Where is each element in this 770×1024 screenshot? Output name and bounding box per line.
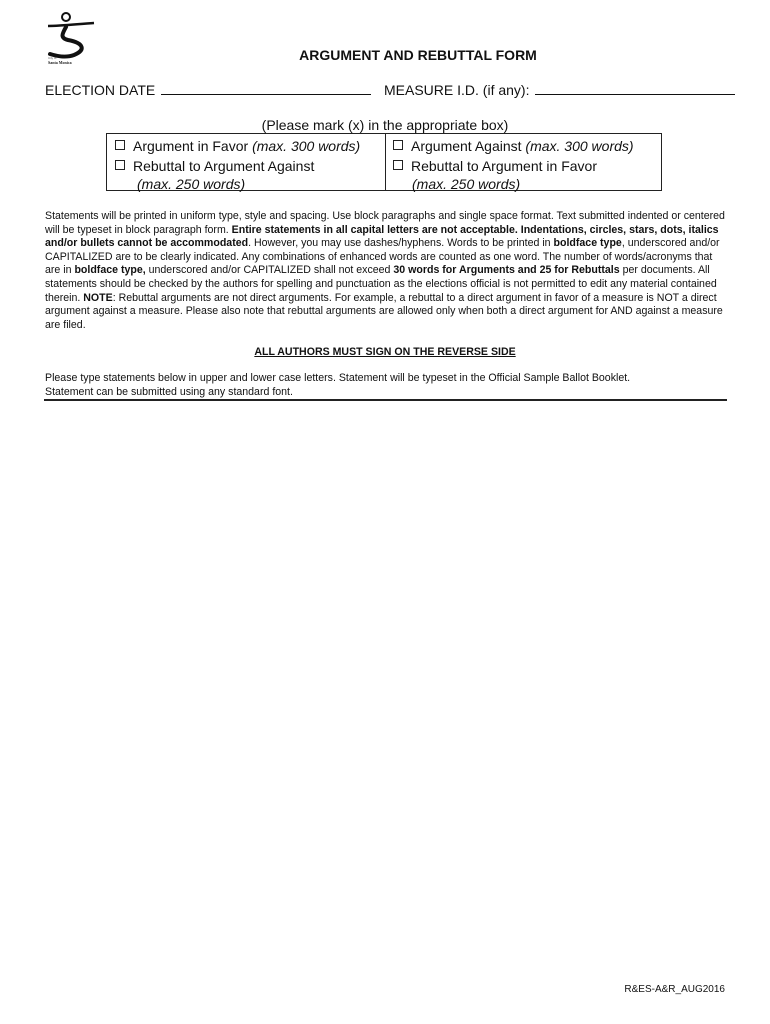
option-argument-against-label: Argument Against	[411, 138, 522, 154]
page-title: ARGUMENT AND REBUTTAL FORM	[299, 47, 537, 63]
statement-divider	[44, 399, 727, 401]
choice-box	[106, 133, 662, 191]
checkbox-icon[interactable]	[393, 160, 403, 170]
authors-notice	[0, 346, 770, 358]
typing-line-1: Please type statements below in upper and lower case letters. Statement will be typeset in the Official Sample Ballot Booklet.	[45, 372, 631, 384]
para-bold: boldface type,	[74, 264, 146, 277]
option-argument-against[interactable]	[393, 138, 634, 154]
option-rebuttal-favor[interactable]	[393, 158, 597, 174]
measure-id-field[interactable]	[384, 82, 735, 98]
para-text: per documents. All statements should be checked by the authors for spelling and punctuation as the elections official is not permitted to edit any material contained therein.	[45, 264, 717, 304]
logo-city-name: Santa Monica	[48, 60, 72, 65]
option-rebuttal-against[interactable]	[115, 158, 314, 174]
option-argument-favor-limit: (max. 300 words)	[252, 138, 361, 154]
typing-instructions	[45, 372, 729, 399]
measure-id-label: MEASURE I.D. (if any):	[384, 82, 530, 98]
authors-notice-text: ALL AUTHORS MUST SIGN ON THE REVERSE SIDE	[254, 346, 516, 358]
option-rebuttal-favor-limit: (max. 250 words)	[412, 176, 521, 192]
logo-city-prefix: City of	[48, 56, 57, 60]
option-argument-favor[interactable]	[115, 138, 360, 154]
option-argument-favor-label: Argument in Favor	[133, 138, 249, 154]
option-rebuttal-favor-label: Rebuttal to Argument in Favor	[411, 158, 597, 174]
para-bold: 30 words for Arguments and 25 for Rebuttals	[393, 264, 620, 277]
checkbox-icon[interactable]	[115, 160, 125, 170]
instruction-text: (Please mark (x) in the appropriate box)	[261, 117, 509, 133]
choice-divider	[385, 134, 386, 190]
para-bold: Entire statements in all capital letters are not acceptable. Indentations, circles, stars, dots, italics and/or bullets cannot be accommodated	[45, 223, 719, 250]
option-rebuttal-against-label: Rebuttal to Argument Against	[133, 158, 315, 174]
typing-line-2: Statement can be submitted using any standard font.	[45, 385, 293, 398]
option-argument-against-limit: (max. 300 words)	[525, 138, 634, 154]
measure-id-line[interactable]	[535, 82, 735, 95]
para-text: , underscored and/or CAPITALIZED are to be clearly indicated. Any combinations of enhanced words are counted as one word. The number of words/acronyms that are in	[45, 237, 720, 277]
checkbox-icon[interactable]	[393, 140, 403, 150]
para-text: . However, you may use dashes/hyphens. Words to be printed in	[248, 237, 554, 250]
instructions-paragraph	[45, 210, 729, 332]
para-bold: NOTE	[83, 291, 113, 304]
election-date-field[interactable]	[45, 82, 371, 98]
para-text: Statements will be printed in uniform type, style and spacing. Use block paragraphs and single space format. Text submitted indented or centered will be typeset in block paragraph form.	[45, 210, 725, 236]
form-code: R&ES-A&R_AUG2016	[624, 984, 725, 995]
para-bold: boldface type	[553, 237, 622, 250]
para-text: underscored and/or CAPITALIZED shall not exceed	[145, 264, 394, 277]
para-text: : Rebuttal arguments are not direct arguments. For example, a rebuttal to a direct argument in favor of a measure is NOT a direct argument against a measure. Please also note that rebuttal arguments are allowed only when both a direct argument for AND against a measure are filed.	[45, 291, 723, 331]
checkbox-icon[interactable]	[115, 140, 125, 150]
option-rebuttal-against-limit: (max. 250 words)	[137, 176, 246, 192]
election-date-label: ELECTION DATE	[45, 82, 156, 98]
election-date-line[interactable]	[161, 82, 371, 95]
